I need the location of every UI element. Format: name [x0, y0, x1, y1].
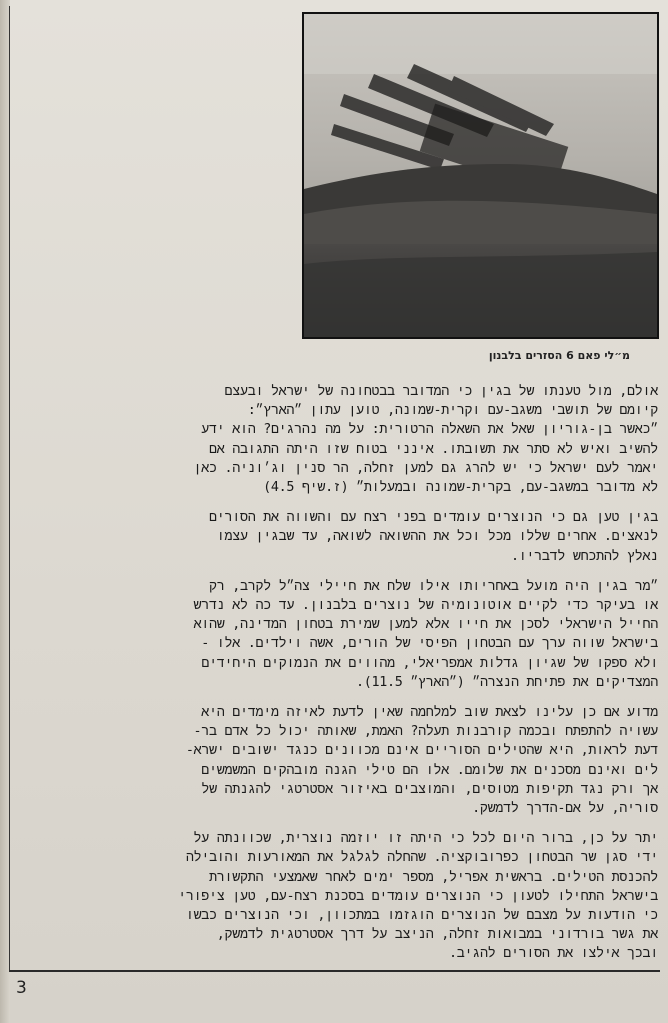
text-line: החייל הישראלי לסכן את חייו אלא למען שמירת בטחון המדינה, שהוא	[193, 617, 658, 633]
text-line: יתר על כן, ברור היום לכל כי היתה זו יוזמה נוצרית, שכוונתה על	[193, 831, 658, 847]
text-line: לים ואינם מסכנים את שלומם. אלו הם טילי הגנה מובהקים המשמשים	[201, 762, 658, 778]
text-line: לא מדובר במשגב-עם, בקרית-שמונה ובמעלות״ (ז.שיף 4.5)	[263, 480, 658, 496]
text-line: בישראל התחילו לטעון כי הנוצרים עומדים בסכנת רצח-עם, טען ציפורי	[178, 888, 658, 904]
text-line: סוריה, על אם-הדרך לדמשק.	[472, 801, 658, 817]
article-paragraph	[18, 508, 658, 566]
text-line: נאלץ להתכחש לדבריו.	[510, 548, 658, 564]
page-number: 3	[16, 978, 27, 998]
article-paragraph	[18, 382, 658, 497]
photo-caption: מ״לי פאם 6 הסזרים בלבנון	[488, 349, 630, 362]
text-line: דעת לראות, היא שהטילים הסוריים אינם מכוונים כנגד ישובים ישרא-	[185, 743, 658, 759]
text-line: מדוע אם כן עלינו לצאת שוב למלחמה שאין לדעת לאיזה מימדים היא	[201, 705, 658, 721]
article-paragraph	[18, 829, 658, 963]
text-line: או בעיקר כדי לקיים אוטונומיה של נוצרים בלבנון. עד כה לא נדרש	[193, 598, 658, 614]
text-line: יאמר לעם ישראל כי יש להרג גם למען זחלה, הר סנין וג׳וניה. כאן	[193, 460, 658, 476]
text-line: בישראל שווה ערך עם הבטחון הפיסי של הורים, אשה וילדים. אלו -	[201, 636, 658, 652]
text-line: קיומם של תושבי משגב-עם וקרית-שמונה, טוען עתון ״הארץ״:	[247, 403, 658, 419]
text-line: המצדיקים את פתיחת הנצרה״ (״הארץ״ 11.5).	[355, 674, 658, 690]
text-line: ובכך אילצו את הסורים להגיב.	[449, 946, 658, 962]
article-body	[18, 382, 658, 975]
text-line: אך ורק נגד תקיפות מטוסים, והמוצבים באיזור אסטרטגי להגנתה של	[201, 781, 658, 797]
text-line: ״כאשר בן-גוריון שאל את השאלה הרטורית: על מה נהרגים? הוא ידע	[201, 422, 658, 438]
rocket-launcher-photo	[302, 12, 659, 339]
text-line: ולא ספקו של שגיון גדלות אמפריאלי, מהווים את הנמוקים היחידים	[201, 655, 658, 671]
text-line: בגין טען גם כי הנוצרים עומדים בפני רצח עם והשווה את הסורים	[209, 510, 658, 526]
text-line: ידי סגן שר הבטחון כפרובוקציה. שהחלה לגלגל את המאורעות והובילה	[185, 850, 658, 866]
article-paragraph	[18, 703, 658, 818]
text-line: לנאצים. אחרים שללו מכל וכל את ההשואה לשואה, עד שבגין עצמו	[216, 529, 658, 545]
text-line: אולם, מול טענתו של בגין כי המדובר בבטחונה של ישראל ובעצם	[224, 384, 658, 399]
text-line: להכנסת הטילים. בראשית אפריל, מספר ימים לאחר שאמצעי התקשורת	[209, 869, 658, 885]
text-line: עשויה להתפתח ובכמה קורבנות תעלה? האמת, שאותה יכול כל אדם בר-	[193, 724, 658, 740]
text-line: ״מר בגין היה מועל באחריותו אילו שלח את חיילי צה״ל לקרב, רק	[209, 578, 658, 594]
text-line: את גשר בורדוני במבואות זחלה, הניצב על דרך אסטרטגית לדמשק,	[216, 927, 658, 943]
text-line: להשיב ואיש לא סתר את תשובתו. אינני בטוח שזו היתה התגובה אם	[209, 441, 658, 457]
article-paragraph	[18, 577, 658, 692]
text-line: כי הודעות על מצבם של הנוצרים הוגזמו במתכוון, וכי הנוצרים כבשו	[185, 908, 658, 924]
frame-left-rule	[9, 6, 10, 971]
